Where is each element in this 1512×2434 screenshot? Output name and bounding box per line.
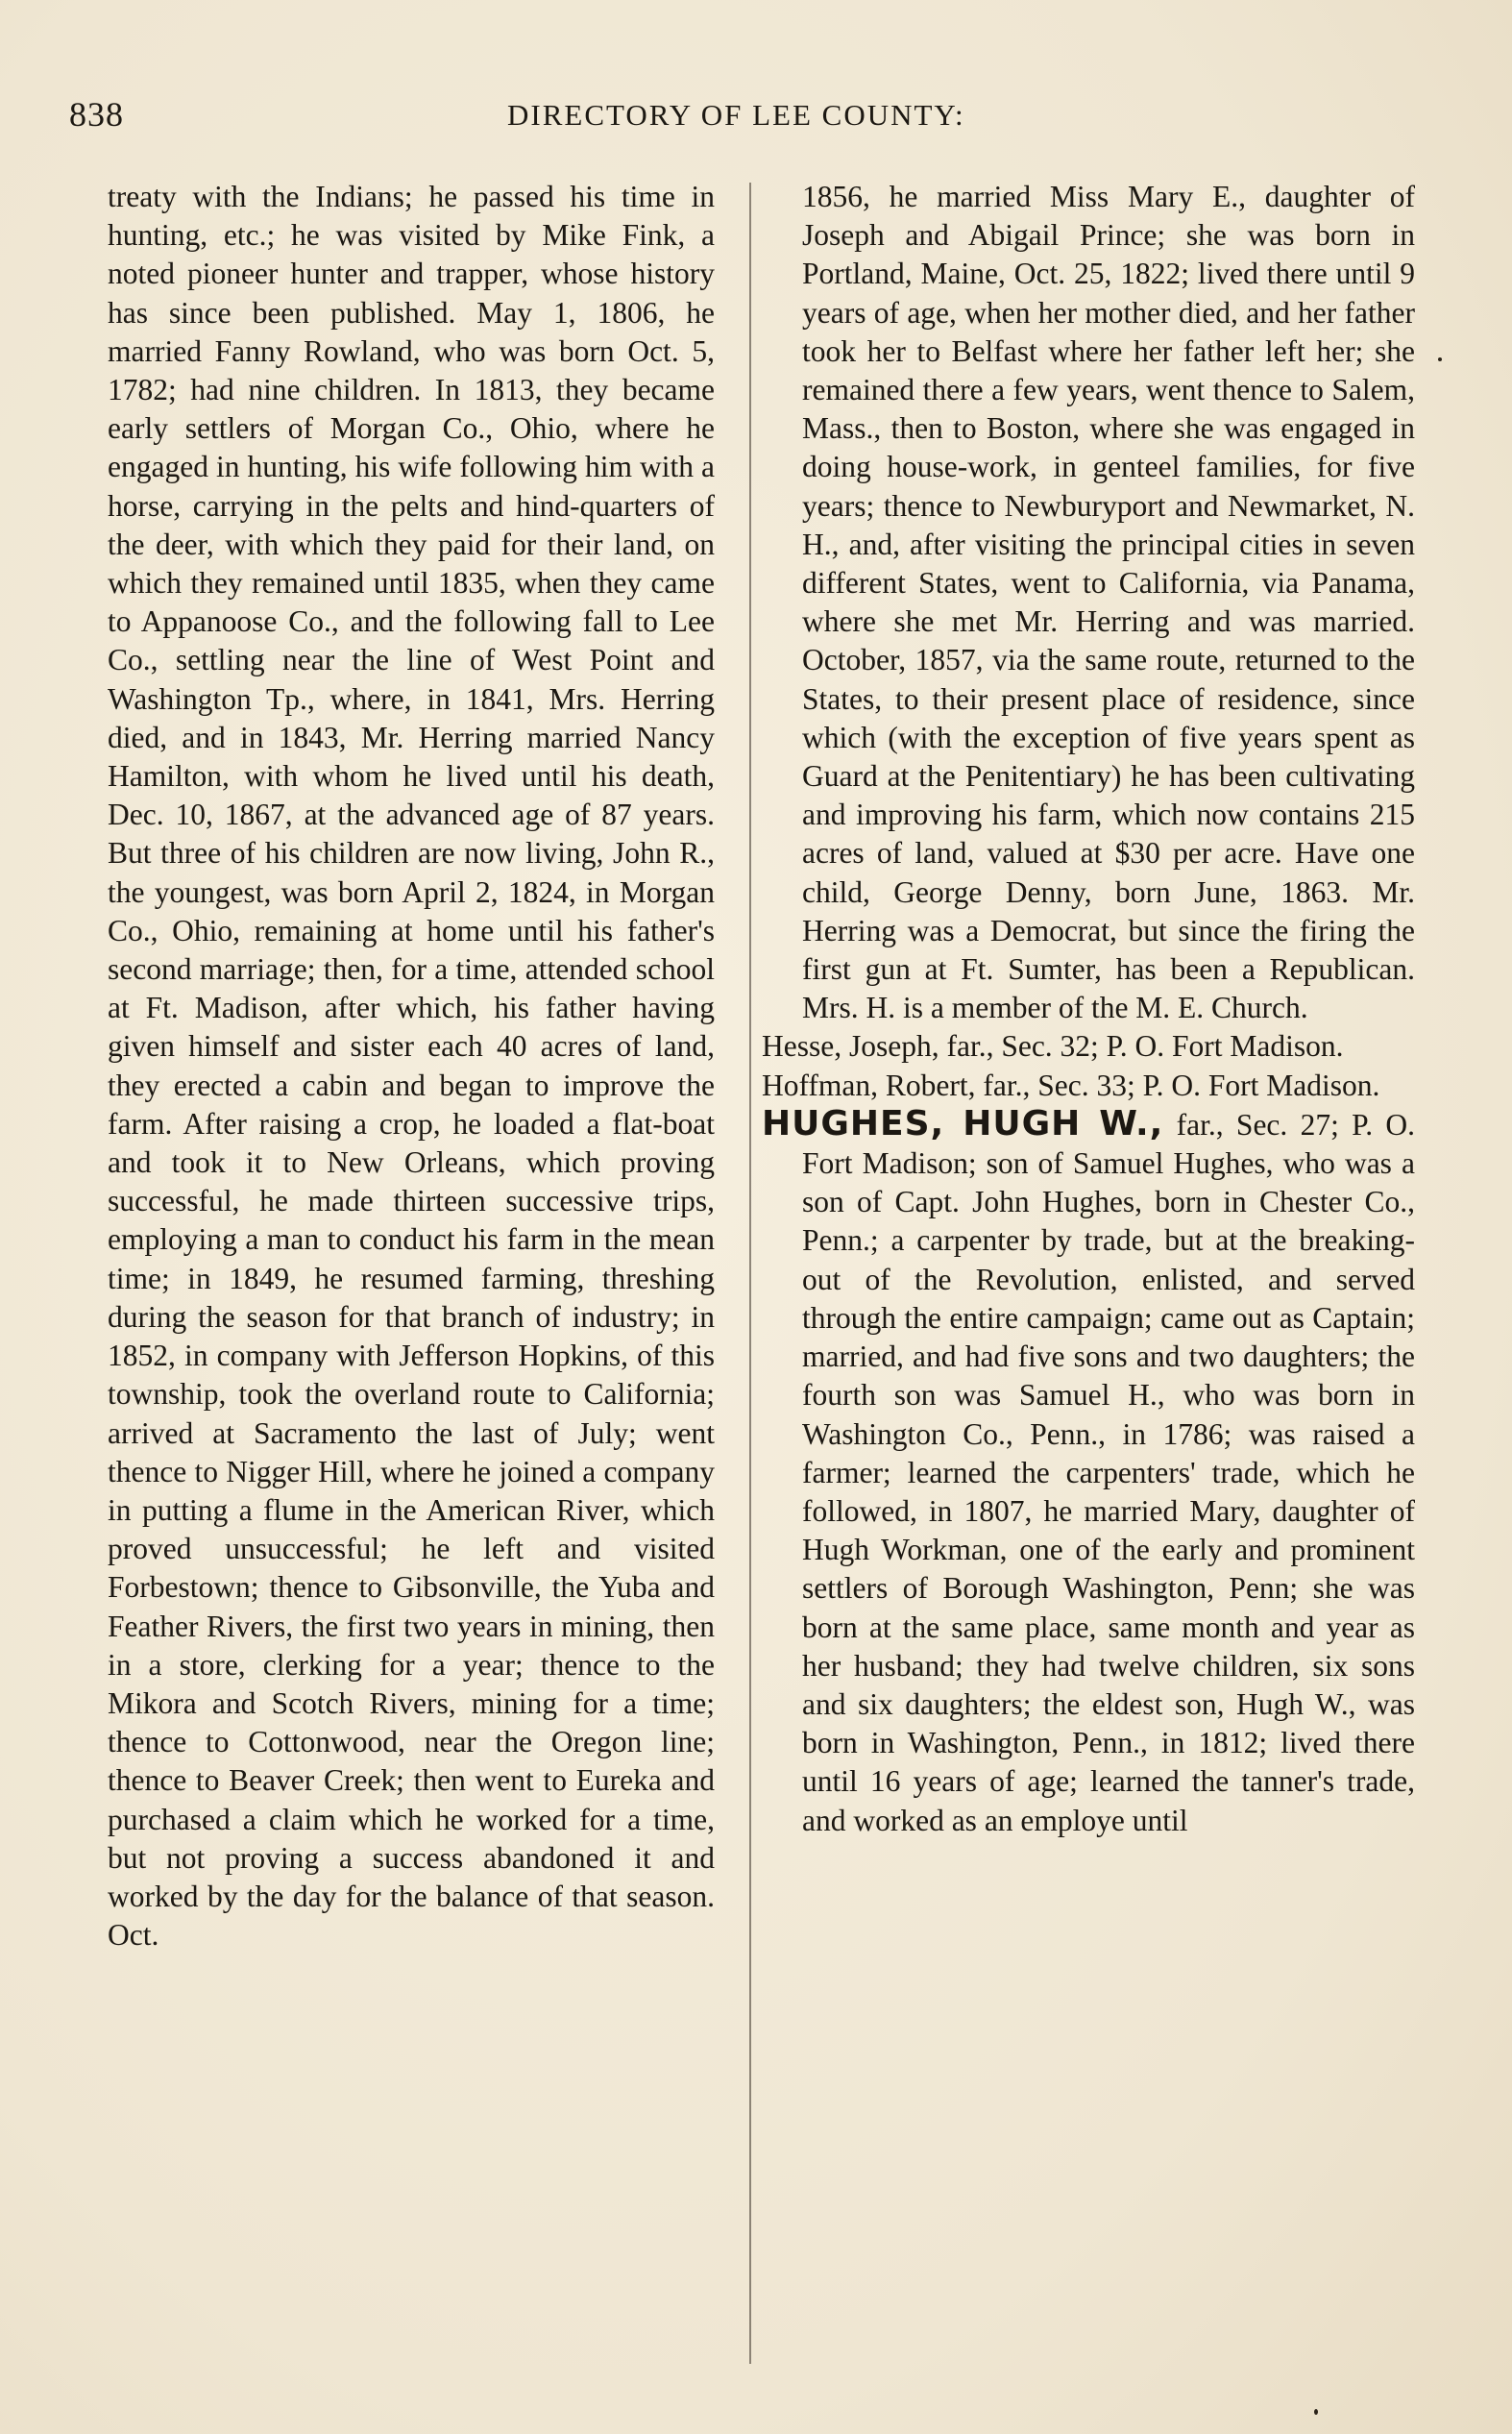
page-number: 838 [69,95,124,134]
page-header [0,94,1512,142]
directory-entry [762,1067,1415,1105]
entry-text: far., Sec. 27; P. O. Fort Madison; son of Samuel Hughes, who was a son of Capt. John Hughes, born in Chester Co., Penn.; a carpenter by trade, but at the breaking-out of the Revolution, enlisted, and served through the entire campaign; came out as Captain; married, and had five sons and two daughters; the fourth son was Samuel H., who was born in Washington Co., Penn., in 1786; was raised a farmer; learned the carpenters' trade, which he followed, in 1807, he married Mary, daughter of Hugh Workman, one of the early and prominent settlers of Borough Washington, Penn; she was born at the same place, same month and year as her husband; they had twelve children, six sons and six daughters; the eldest son, Hugh W., was born in Washington, Penn., in 1812; lived there until 16 years of age; learned the tanner's trade, and worked as an employe until [802,1107,1416,1837]
left-column [108,178,715,1955]
directory-entry [762,1105,1415,1840]
left-column-text: treaty with the Indians; he passed his time in hunting, etc.; he was visited by Mike Fink, a noted pioneer hunter and trapper, whose history has since been published. May 1, 1806, he married Fanny Rowland, who was born Oct. 5, 1782; had nine children. In 1813, they became early settlers of Morgan Co., Ohio, where he engaged in hunting, his wife following him with a horse, carrying in the pelts and hind-quarters of the deer, with which they paid for their land, on which they remained until 1835, when they came to Appanoose Co., and the following fall to Lee Co., settling near the line of West Point and Washington Tp., where, in 1841, Mrs. Herring died, and in 1843, Mr. Herring married Nancy Hamilton, with whom he lived until his death, Dec. 10, 1867, at the advanced age of 87 years. But three of his children are now living, John R., the youngest, was born April 2, 1824, in Morgan Co., Ohio, remaining at home until his father's second marriage; then, for a time, attended school at Ft. Madison, after which, his father having given himself and sister each 40 acres of land, they erected a cabin and began to improve the farm. After raising a crop, he loaded a flat-boat and took it to New Orleans, which proving successful, he made thirteen successive trips, employing a man to conduct his farm in the mean time; in 1849, he resumed farming, threshing during the season for that branch of industry; in 1852, in company with Jefferson Hopkins, of this township, took the overland route to California; arrived at Sacramento the last of July; went thence to Nigger Hill, where he joined a company in putting a flume in the American River, which proved unsuccessful; he left and visited Forbestown; thence to Gibsonville, the Yuba and Feather Rivers, the first two years in mining, then in a store, clerking for a year; thence to the Mikora and Scotch Rivers, mining for a time; thence to Cottonwood, near the Oregon line; thence to Beaver Creek; then went to Eureka and purchased a claim which he worked for a time, but not proving a success abandoned it and worked by the day for the balance of that season. Oct. [108,180,715,1953]
entry-text: Hesse, Joseph, far., Sec. 32; P. O. Fort Madison. [762,1029,1344,1064]
entry-name: HUGHES, HUGH W., [762,1103,1164,1143]
right-column-continuation: 1856, he married Miss Mary E., daughter of Joseph and Abigail Prince; she was born in Portland, Maine, Oct. 25, 1822; lived there until 9 years of age, when her mother died, and her father took her to Belfast where her father left her; she remained there a few years, went thence to Salem, Mass., then to Boston, where she was engaged in doing house-work, in genteel families, for five years; thence to Newburyport and Newmarket, N. H., and, after visiting the principal cities in seven different States, went to California, via Panama, where she met Mr. Herring and was married. October, 1857, via the same route, returned to the States, to their present place of residence, since which (with the exception of five years spent as Guard at the Penitentiary) he has been cultivating and improving his farm, which now contains 215 acres of land, valued at $30 per acre. Have one child, George Denny, born June, 1863. Mr. Herring was a Democrat, but since the firing the first gun at Ft. Sumter, has been a Republican. Mrs. H. is a member of the M. E. Church. [802,180,1415,1025]
entry-text: Hoffman, Robert, far., Sec. 33; P. O. Fort Madison. [762,1068,1380,1102]
paper-speck [1314,2409,1318,2415]
paper-speck [1438,357,1442,361]
right-column [762,178,1415,1840]
directory-entry [762,1027,1415,1066]
column-divider [749,183,751,2364]
running-head: DIRECTORY OF LEE COUNTY: [507,98,965,132]
